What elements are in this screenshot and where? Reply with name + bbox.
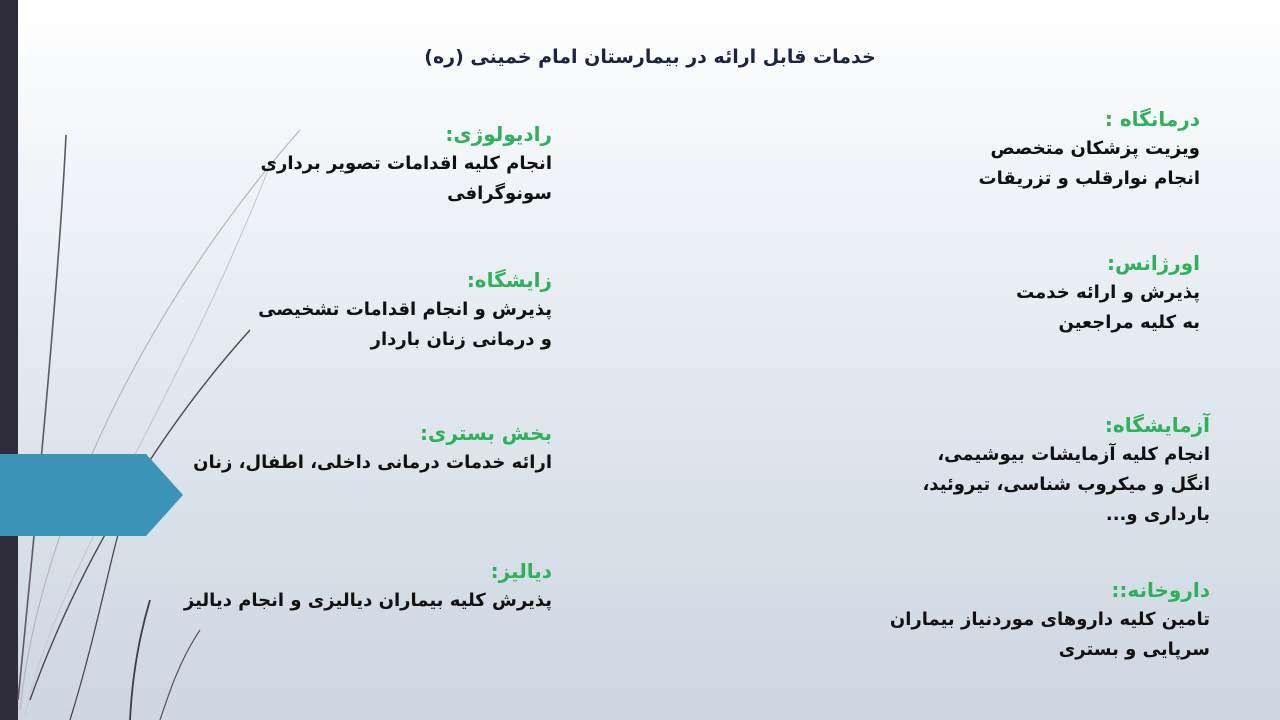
- dialysis-heading: دیالیز:: [490, 559, 552, 583]
- page-title: خدمات قابل ارائه در بیمارستان امام خمینی (ره): [424, 46, 876, 68]
- clinic-heading: درمانگاه :: [1104, 107, 1200, 131]
- dialysis-line: پذیرش کلیه بیماران دیالیزی و انجام دیالیز: [183, 590, 552, 611]
- maternity-heading: زایشگاه:: [466, 268, 552, 292]
- accent-arrow: [0, 454, 183, 536]
- emergency-line: به کلیه مراجعین: [1058, 312, 1200, 333]
- pharmacy-section: [890, 575, 1210, 665]
- laboratory-heading: آزمایشگاه:: [1104, 413, 1210, 437]
- inpatient-line: ارائه خدمات درمانی داخلی، اطفال، زنان: [193, 452, 552, 473]
- emergency-line: پذیرش و ارائه خدمت: [1016, 282, 1200, 303]
- clinic-line: انجام نوارقلب و تزریقات: [978, 168, 1200, 189]
- laboratory-line: بارداری و...: [1105, 504, 1210, 525]
- radiology-line: سونوگرافی: [447, 183, 552, 204]
- laboratory-section: [922, 410, 1210, 530]
- inpatient-section: [193, 418, 552, 478]
- maternity-line: و درمانی زنان باردار: [370, 329, 552, 350]
- pharmacy-line: سرپایی و بستری: [1058, 639, 1210, 660]
- radiology-line: انجام کلیه اقدامات تصویر برداری: [260, 153, 552, 174]
- maternity-section: [258, 265, 552, 355]
- radiology-heading: رادیولوژی:: [445, 122, 552, 146]
- laboratory-line: انگل و میکروب شناسی، تیروئید،: [922, 474, 1210, 495]
- dialysis-section: [184, 556, 552, 616]
- maternity-line: پذیرش و انجام اقدامات تشخیصی: [258, 299, 552, 320]
- pharmacy-line: تامین کلیه داروهای موردنیاز بیماران: [889, 609, 1210, 630]
- clinic-section: [979, 104, 1200, 194]
- laboratory-line: انجام کلیه آزمایشات بیوشیمی،: [937, 444, 1210, 465]
- inpatient-heading: بخش بستری:: [420, 421, 552, 445]
- emergency-heading: اورژانس:: [1107, 251, 1200, 275]
- emergency-section: [1016, 248, 1200, 338]
- clinic-line: ویزیت پزشکان متخصص: [990, 138, 1200, 159]
- pharmacy-heading: داروخانه::: [1111, 578, 1210, 602]
- radiology-section: [261, 119, 552, 209]
